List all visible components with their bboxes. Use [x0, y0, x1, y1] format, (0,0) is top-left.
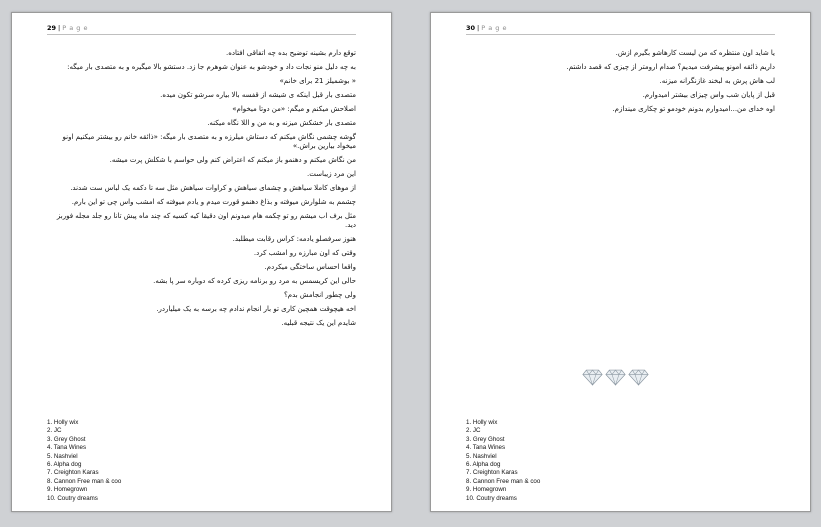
- body-paragraph: قبل از پایان شب واس چیزای بیشتر امیدوارم.: [642, 91, 775, 99]
- body-paragraph: ولی چطور انجامش بدم؟: [284, 291, 356, 299]
- body-paragraph: از موهای کاملا سیاهش و چشمای سیاهش و کراوات سیاهش مثل سه تا دکمه یک لباس ست شدند.: [70, 184, 356, 192]
- page-body-text: [47, 49, 356, 333]
- page-header-separator: |: [477, 24, 480, 32]
- body-paragraph: اخه هیچوقت همچین کاری تو بار انجام ندادم چه برسه به یک میلیاردر.: [156, 305, 356, 313]
- footnote-item: 1. Holly wix: [466, 418, 498, 426]
- footnote-item: 9. Homegrown: [466, 486, 507, 494]
- footnote-item: 7. Creighton Karas: [466, 469, 518, 477]
- page-body-text: [466, 49, 775, 119]
- body-paragraph: اوه خدای من...امیدوارم بدونم خودمو تو چکاری میندازم.: [612, 105, 775, 113]
- footnote-item: 4. Tana Wines: [466, 444, 506, 452]
- body-paragraph: واقعا احساس ساختگی میکردم.: [264, 263, 356, 271]
- page-header: [47, 24, 356, 35]
- page-label: P a g e: [481, 24, 507, 32]
- body-paragraph: داریم ذائقه امونو پیشرفت میدیم؟ صدام ارومتر از چیزی که قصد داشتم.: [566, 63, 775, 71]
- footnote-item: 4. Tana Wines: [47, 444, 87, 452]
- body-paragraph: لب هاش پرش به لبخند غازنگرانه میزنه.: [659, 77, 775, 85]
- body-paragraph: وقتی که اون مبارزه رو امشب کرد.: [253, 249, 356, 257]
- footnotes-list: [466, 419, 775, 503]
- body-paragraph: توقع دارم بشینه توضیح بده چه اتفاقی افتاده.: [226, 49, 356, 57]
- footnote-item: 2. JC: [466, 427, 481, 435]
- body-paragraph: حالی این کریسمس به مرد رو برنامه ریزی کرده که دوباره سر پا بشه.: [153, 277, 356, 285]
- footnote-item: 6. Alpha dog: [466, 460, 501, 468]
- page-header-separator: |: [58, 24, 61, 32]
- document-page-29: [11, 12, 392, 512]
- footnote-item: 10. Coutry dreams: [466, 494, 517, 502]
- body-paragraph: متصدی بار قبل اینکه ی شیشه از قفسه بالا بیاره سرشو تکون میده.: [160, 91, 356, 99]
- diamond-icon: [605, 369, 626, 386]
- body-paragraph: شایدم این یک نتیجه قبلیه.: [281, 319, 356, 327]
- body-paragraph: این مرد زیباست.: [307, 170, 356, 178]
- page-label: P a g e: [62, 24, 88, 32]
- document-page-30: [430, 12, 811, 512]
- body-paragraph: اصلاحش میکنم و میگم: «من دوتا میخوام»: [232, 105, 356, 113]
- footnote-item: 5. Nashviel: [47, 452, 78, 460]
- diamond-ornament: [582, 369, 649, 386]
- diamond-icon: [582, 369, 603, 386]
- footnote-item: 9. Homegrown: [47, 486, 88, 494]
- body-paragraph: من نگاش میکنم و دهنمو باز میکنم که اعتراض کنم ولی حواسم با شکلش پرت میشه.: [109, 156, 356, 164]
- diamond-icon: [628, 369, 649, 386]
- body-paragraph: هنوز سرفصلو یادمه: کراس رقابت میطلبد.: [232, 235, 356, 243]
- footnote-item: 2. JC: [47, 427, 62, 435]
- footnote-item: 5. Nashviel: [466, 452, 497, 460]
- footnote-item: 10. Coutry dreams: [47, 494, 98, 502]
- page-number: 30: [466, 24, 476, 32]
- body-paragraph: چشمم به شلوارش میوفته و بذاغ دهنمو قورت میدم و یادم میوفته که امشب واس چی تو این بارم.: [71, 198, 356, 206]
- page-header: [466, 24, 775, 35]
- footnote-item: 8. Cannon Free man & coo: [47, 477, 122, 485]
- footnotes-list: [47, 419, 356, 503]
- footnote-item: 8. Cannon Free man & coo: [466, 477, 541, 485]
- body-paragraph: « بوشمیلز 21 برای خانم»: [279, 77, 356, 85]
- body-paragraph: مثل برف اب میشم رو تو چکمه هام میدونم اون دقیقا کیه کسیه که چند ماه پیش تانا رو جلد مجله فوربز دید.: [56, 212, 356, 229]
- body-paragraph: گوشه چشمی نگاش میکنم که دستاش میلرزه و به متصدی بار میگه: «ذائقه خانم رو بیشتر میکنیم اونو میخواد بیارین براش.»: [62, 133, 356, 150]
- footnote-item: 7. Creighton Karas: [47, 469, 99, 477]
- body-paragraph: متصدی بار خشکش میزنه و به من و اللا نگاه میکنه.: [207, 119, 356, 127]
- body-paragraph: به چه دلیل منو نجات داد و خودشو به عنوان شوهرم جا زد. دستشو بالا میگیره و به متصدی بار میگه:: [67, 63, 356, 71]
- page-number: 29: [47, 24, 57, 32]
- footnote-item: 6. Alpha dog: [47, 460, 82, 468]
- body-paragraph: یا شاید اون منتظره که من لیست کارهاشو بگیرم ازش.: [615, 49, 775, 57]
- footnote-item: 1. Holly wix: [47, 418, 79, 426]
- footnote-item: 3. Grey Ghost: [466, 435, 505, 443]
- footnote-item: 3. Grey Ghost: [47, 435, 86, 443]
